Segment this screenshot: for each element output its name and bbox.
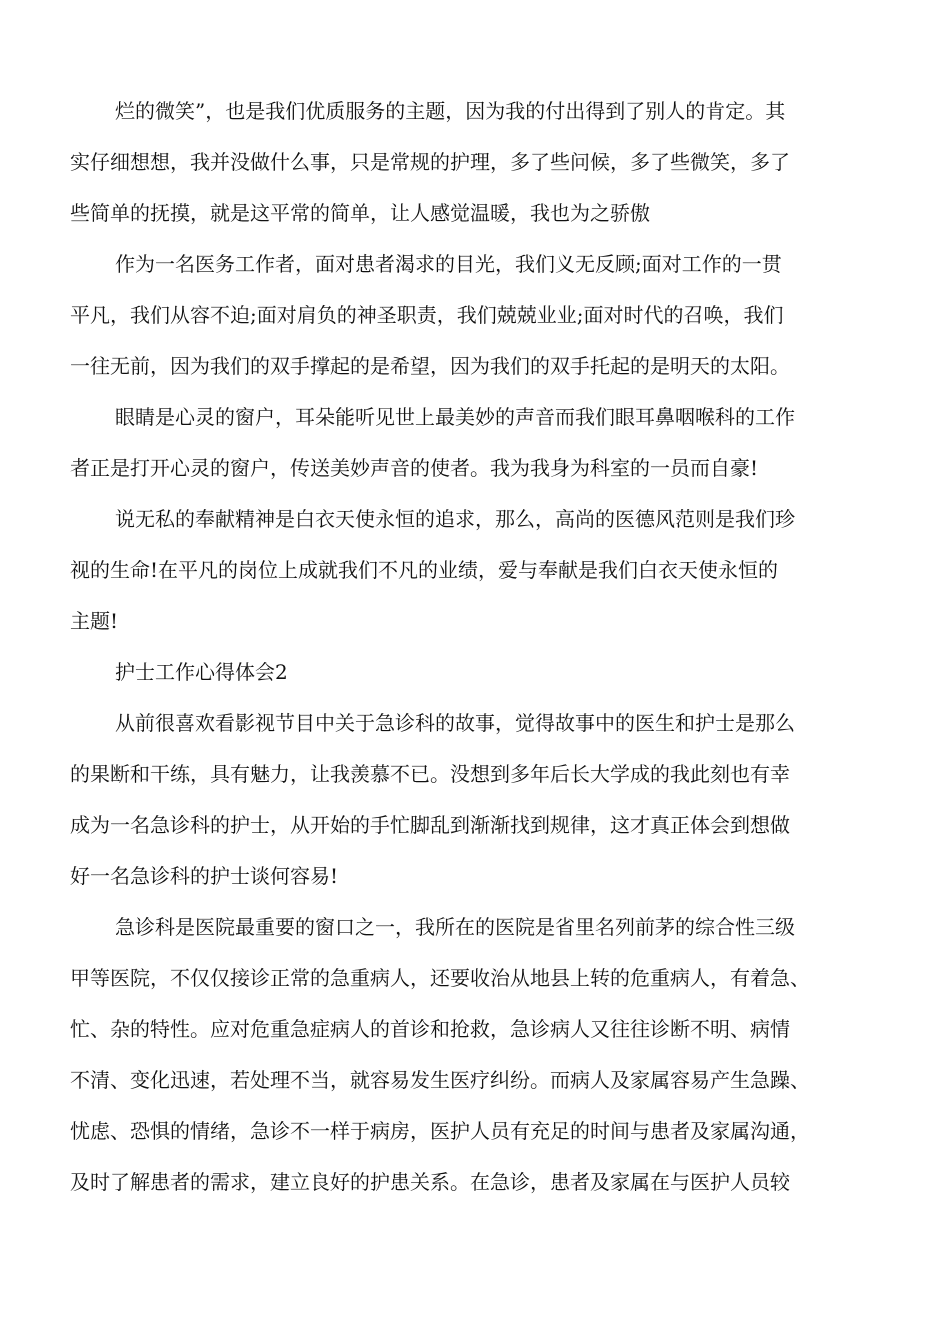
text-line: 及时了解患者的需求，建立良好的护患关系。在急诊，患者及家属在与医护人员较 xyxy=(70,1170,790,1194)
text-line: 一往无前，因为我们的双手撑起的是希望，因为我们的双手托起的是明天的太阳。 xyxy=(70,354,790,378)
text-line: 实仔细想想，我并没做什么事，只是常规的护理，多了些问候，多了些微笑，多了 xyxy=(70,150,790,174)
text-line: 主题! xyxy=(70,609,119,633)
text-line: 不清、变化迅速，若处理不当，就容易发生医疗纠纷。而病人及家属容易产生急躁、 xyxy=(70,1068,810,1092)
text-line: 眼睛是心灵的窗户，耳朵能听见世上最美妙的声音而我们眼耳鼻咽喉科的工作 xyxy=(115,405,795,429)
text-line: 急诊科是医院最重要的窗口之一，我所在的医院是省里名列前茅的综合性三级 xyxy=(115,915,795,939)
text-line: 烂的微笑”，也是我们优质服务的主题，因为我的付出得到了别人的肯定。其 xyxy=(115,99,786,123)
text-line: 些简单的抚摸，就是这平常的简单，让人感觉温暖，我也为之骄傲 xyxy=(70,201,650,225)
text-line: 说无私的奉献精神是白衣天使永恒的追求，那么，高尚的医德风范则是我们珍 xyxy=(115,507,795,531)
text-line: 者正是打开心灵的窗户，传送美妙声音的使者。我为我身为科室的一员而自豪! xyxy=(70,456,759,480)
text-line: 忙、杂的特性。应对危重急症病人的首诊和抢救，急诊病人又往往诊断不明、病情 xyxy=(70,1017,790,1041)
text-line: 成为一名急诊科的护士，从开始的手忙脚乱到渐渐找到规律，这才真正体会到想做 xyxy=(70,813,790,837)
text-line: 忧虑、恐惧的情绪，急诊不一样于病房，医护人员有充足的时间与患者及家属沟通， xyxy=(70,1119,810,1143)
text-line: 从前很喜欢看影视节目中关于急诊科的故事，觉得故事中的医生和护士是那么 xyxy=(115,711,795,735)
text-line: 视的生命!在平凡的岗位上成就我们不凡的业绩，爱与奉献是我们白衣天使永恒的 xyxy=(70,558,779,582)
text-line: 好一名急诊科的护士谈何容易! xyxy=(70,864,339,888)
section-heading: 护士工作心得体会2 xyxy=(115,660,288,684)
text-line: 作为一名医务工作者，面对患者渴求的目光，我们义无反顾;面对工作的一贯 xyxy=(115,252,782,276)
text-line: 平凡，我们从容不迫;面对肩负的神圣职责，我们兢兢业业;面对时代的召唤，我们 xyxy=(70,303,784,327)
text-line: 甲等医院，不仅仅接诊正常的急重病人，还要收治从地县上转的危重病人，有着急、 xyxy=(70,966,810,990)
text-line: 的果断和干练，具有魅力，让我羡慕不已。没想到多年后长大学成的我此刻也有幸 xyxy=(70,762,790,786)
